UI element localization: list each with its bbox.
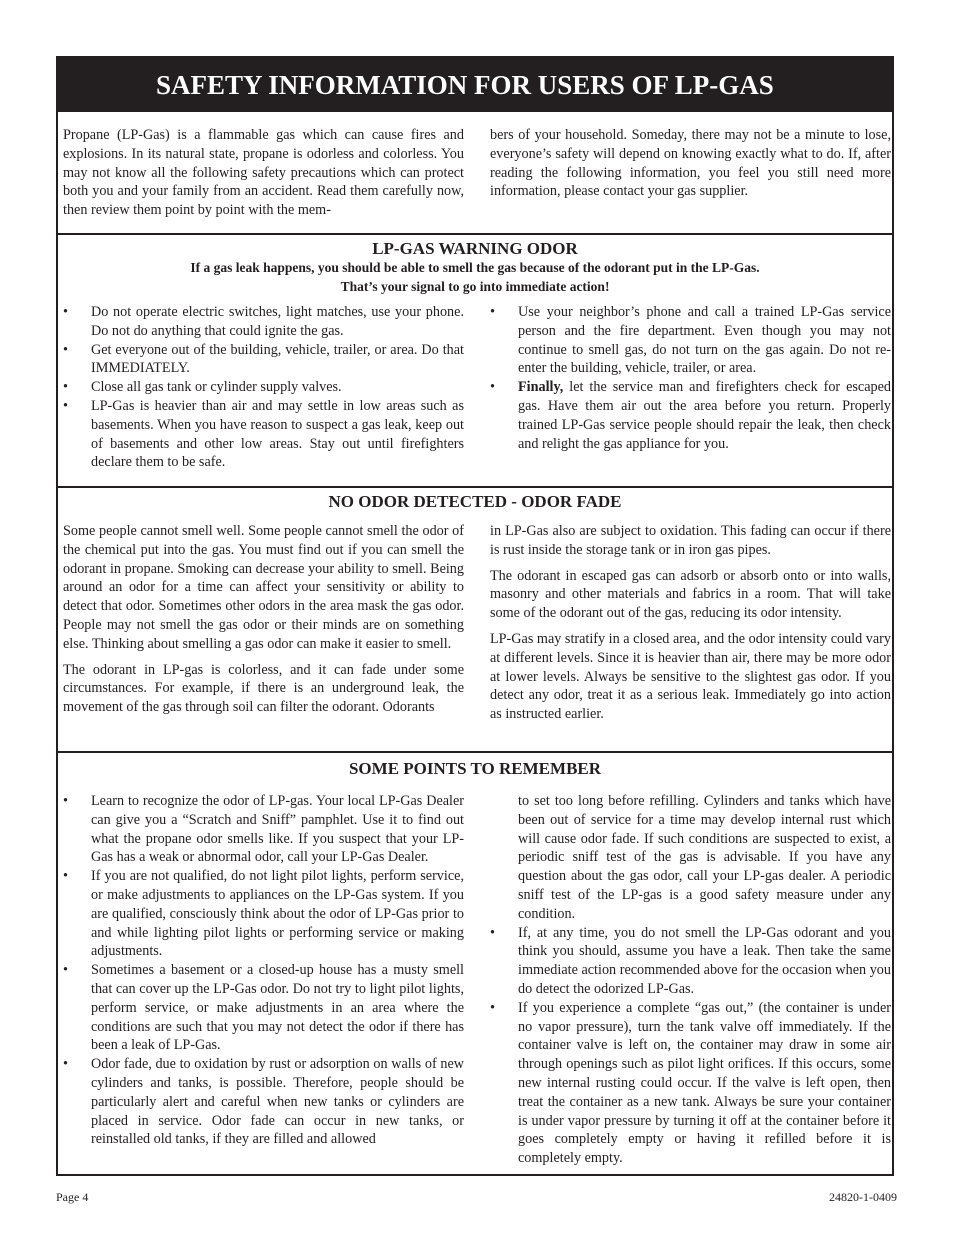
paragraph: in LP-Gas also are subject to oxidation. This fading can occur if there is rust inside the storage tank or in iron gas pipes. bbox=[490, 523, 891, 558]
paragraph: The odorant in escaped gas can adsorb or absorb onto or into walls, masonry and other materials and fabrics in a room. That will take some of the odorant out of the gas, reducing its odor intensity. bbox=[490, 567, 891, 622]
list-item: • Get everyone out of the building, vehicle, trailer, or area. Do that IMMEDIATELY. bbox=[63, 341, 464, 377]
bullet-icon: • bbox=[63, 379, 68, 396]
bullet-icon: • bbox=[63, 397, 68, 414]
odor-fade-section bbox=[58, 486, 892, 723]
list-item: • Odor fade, due to oxidation by rust or adsorption on walls of new cylinders and tanks, is possible. Therefore, people should be particularly alert and careful when new tanks or cylinders are placed in service. Odor fade can occur in new tanks, or reinstalled old tanks, if they are filled and allowed bbox=[63, 1056, 464, 1148]
page-number: Page 4 bbox=[56, 1190, 89, 1204]
bullet-icon: • bbox=[63, 1056, 68, 1073]
list-item: • Sometimes a basement or a closed-up house has a musty smell that can cover up the LP-Gas odor. Do not try to light pilot lights, perform service, or make adjustments in an area where the conditions are such that you may not detect the odor if there has been a leak of LP-Gas. bbox=[63, 962, 464, 1054]
paragraph: The odorant in LP-gas is colorless, and it can fade under some circumstances. For example, if there is an underground leak, the movement of the gas through soil can filter the odorant. Odorants bbox=[63, 661, 464, 716]
odor-fade-heading: NO ODOR DETECTED - ODOR FADE bbox=[328, 492, 622, 511]
bullet-icon: • bbox=[63, 793, 68, 809]
bullet-icon: • bbox=[63, 962, 68, 979]
warning-left-column bbox=[63, 303, 464, 472]
list-item: • Close all gas tank or cylinder supply valves. bbox=[63, 379, 342, 396]
list-item: • If you are not qualified, do not light pilot lights, perform service, or make adjustments to appliances on the LP-Gas system. If you are qualified, consciously think about the odor of LP-Gas prior to and while lighting pilot lights or performing service or making adjustments. bbox=[63, 868, 464, 960]
finally-label: Finally, bbox=[518, 379, 564, 396]
warning-heading: LP-GAS WARNING ODOR bbox=[372, 239, 578, 258]
list-item: • Do not operate electric switches, light matches, use your phone. Do not do anything that could ignite the gas. bbox=[63, 304, 464, 339]
document-code: 24820-1-0409 bbox=[829, 1190, 897, 1204]
list-item-continued: to set too long before refilling. Cylinders and tanks which have been out of service for a time may develop internal rust which will cause odor fade. If such conditions are suspected to exist, a periodic sniff test of the gas is advisable. If you have any question about the gas odor, call your LP-gas dealer. A periodic sniff test of the LP-gas is a good safety measure under any condition. bbox=[518, 793, 891, 922]
list-item: • Learn to recognize the odor of LP-gas. Your local LP-Gas Dealer can give you a “Scratch and Sniff” pamphlet. Use it to find out what the propane odor smells like. If you suspect that your LP-Gas has a weak or abnormal odor, call your LP-Gas Dealer. bbox=[63, 793, 464, 866]
warning-subheading-2: That’s your signal to go into immediate action! bbox=[340, 279, 610, 294]
warning-subheading-1: If a gas leak happens, you should be able to smell the gas because of the odorant put in the LP-Gas. bbox=[190, 260, 760, 275]
list-item: • Use your neighbor’s phone and call a trained LP-Gas service person and the fire department. Even though you may not continue to smell gas, do not turn on the gas again. Do not re-enter the building, vehicle, trailer, or area. bbox=[490, 304, 891, 377]
warning-right-column bbox=[490, 303, 891, 453]
list-item: • Finally, let the service man and firefighters check for escaped gas. Have them air out the area before you return. Properly trained LP-Gas service people should repair the leak, then check and relight the gas appliance for you. bbox=[490, 379, 891, 452]
list-item: • LP-Gas is heavier than air and may settle in low areas such as basements. When you have reason to suspect a gas leak, keep out of basements and other low areas. Stay out until firefighters declare them to be safe. bbox=[63, 397, 464, 471]
points-right-column bbox=[490, 792, 891, 1168]
paragraph: Some people cannot smell well. Some people cannot smell the odor of the chemical put into the gas. You must find out if you can smell the odorant in propane. Smoking can decrease your ability to smell. Being around an odor for a time can affect your sensitivity or ability to detect that odor. Sometimes other odors in the area mask the gas odor. People may not smell the gas odor or their minds are on something else. Thinking about smelling a gas odor can make it easier to smell. bbox=[63, 523, 464, 652]
points-section bbox=[58, 751, 892, 1167]
bullet-icon: • bbox=[63, 341, 68, 358]
intro-right-column: bers of your household. Someday, there may not be a minute to lose, everyone’s safety will depend on knowing exactly what to do. If, after reading the following information, you feel you still need more information, please contact your gas supplier. bbox=[490, 127, 891, 200]
page-title: SAFETY INFORMATION FOR USERS OF LP-GAS bbox=[58, 58, 892, 112]
points-left-column bbox=[63, 792, 464, 1149]
intro-left-column: Propane (LP-Gas) is a flammable gas which can cause fires and explosions. In its natural state, propane is odorless and colorless. You may not know all the following safety precautions which can protect both you and your family from an accident. Read them carefully now, then review them point by point with the mem- bbox=[63, 127, 464, 219]
points-heading: SOME POINTS TO REMEMBER bbox=[348, 759, 602, 778]
bullet-icon: • bbox=[490, 999, 495, 1016]
odor-left-column bbox=[63, 522, 464, 724]
bullet-icon: • bbox=[490, 304, 495, 320]
bullet-icon: • bbox=[63, 304, 68, 320]
warning-section bbox=[58, 233, 892, 471]
odor-right-column bbox=[490, 522, 891, 731]
document-frame bbox=[56, 56, 894, 1176]
list-item: • If, at any time, you do not smell the LP-Gas odorant and you think you should, assume you have a leak. Then take the same immediate action recommended above for the occasion when you do detect the odorized LP-Gas. bbox=[490, 924, 891, 997]
paragraph: LP-Gas may stratify in a closed area, and the odor intensity could vary at different levels. Since it is heavier than air, there may be more odor at lower levels. Always be sensitive to the slightest gas odor. If you detect any odor, treat it as a serious leak. Immediately go into action as instructed earlier. bbox=[490, 630, 891, 723]
list-item: • If you experience a complete “gas out,” (the container is under no vapor pressure), turn the tank valve off immediately. If the container valve is left on, the container may draw in some air through openings such as pilot light orifices. If this occurs, some new internal rusting could occur. If the valve is left open, then treat the container as a new tank. Always be sure your container is under vapor pressure by turning it off at the container before it goes completely empty or having it refilled before it is completely empty. bbox=[490, 999, 891, 1167]
bullet-icon: • bbox=[490, 924, 495, 941]
bullet-icon: • bbox=[63, 868, 68, 885]
bullet-icon: • bbox=[490, 379, 495, 396]
